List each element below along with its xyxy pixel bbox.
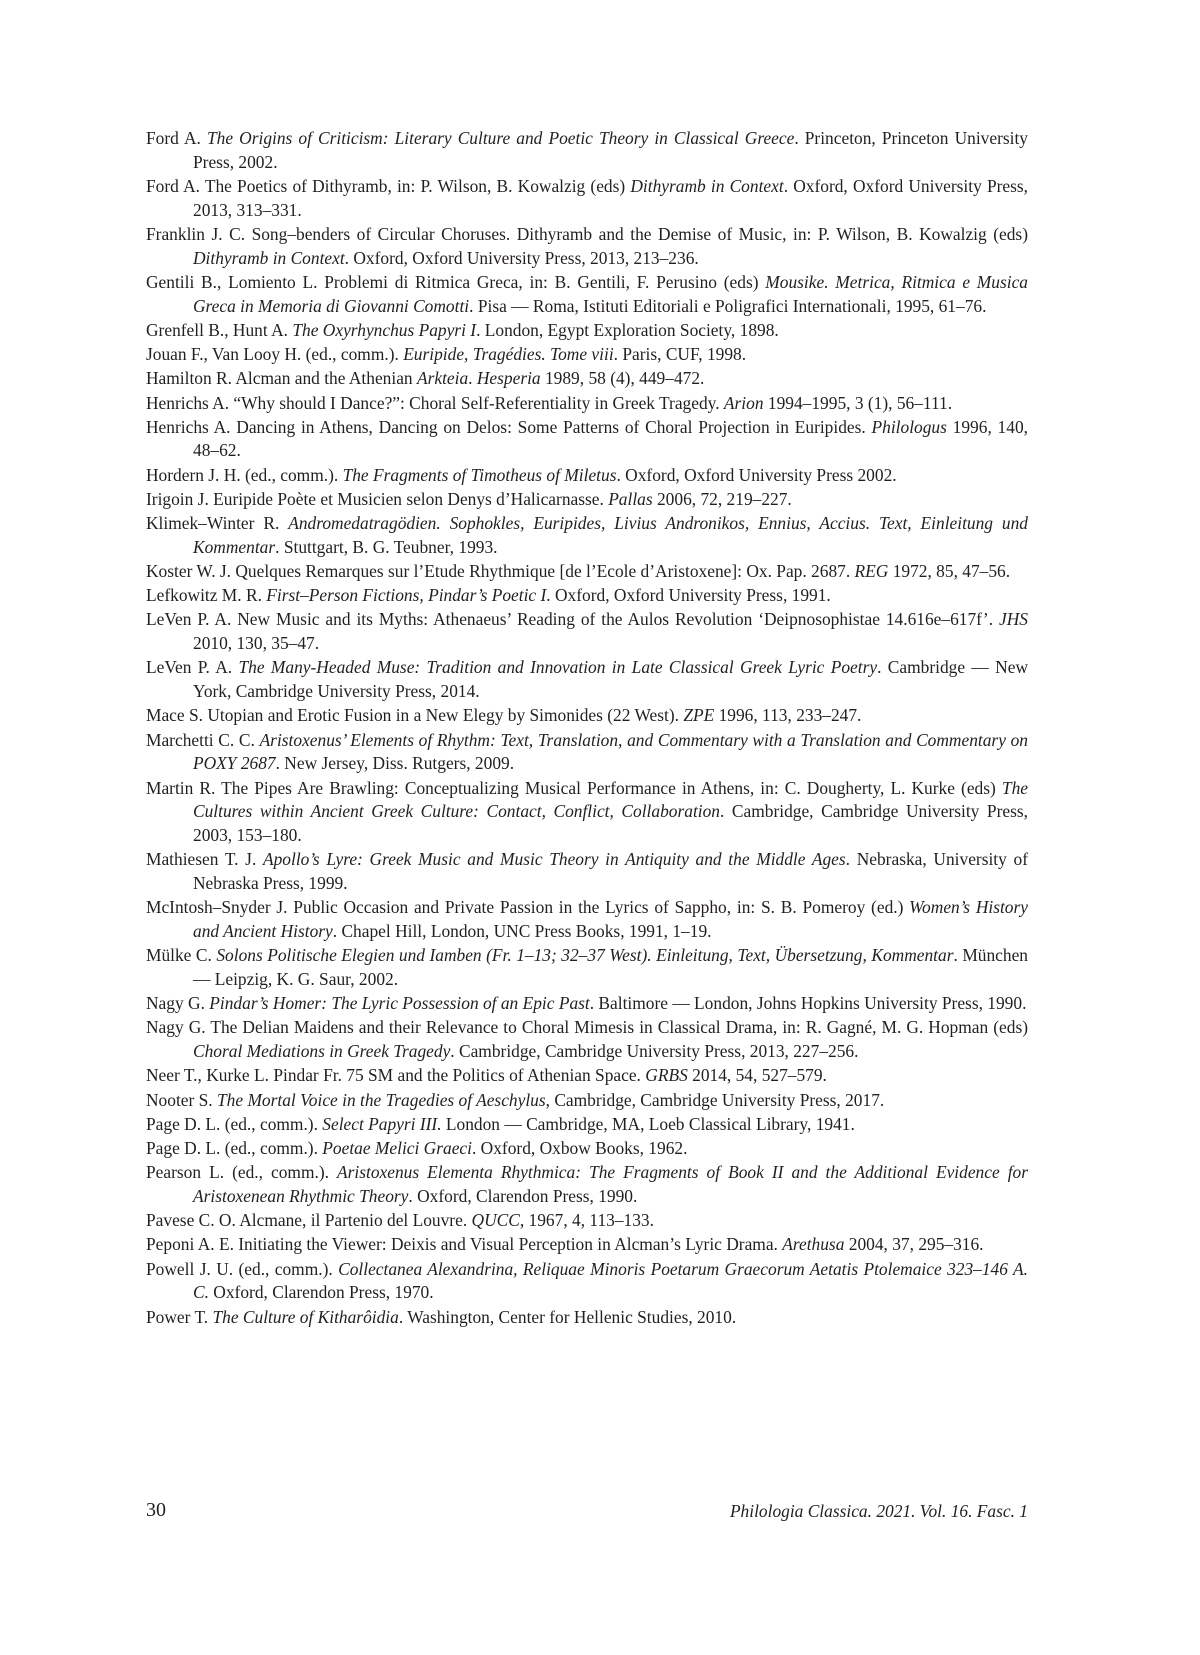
- entry-title-italic: Arkteia: [416, 368, 469, 389]
- entry-text: . Washington, Center for Hellenic Studies, 2010.: [398, 1306, 737, 1327]
- bibliography-entry: [146, 1209, 1028, 1233]
- entry-text: 1972, 85, 47–56.: [888, 561, 1011, 582]
- entry-text: . Paris, CUF, 1998.: [613, 344, 747, 365]
- entry-text: . Oxford, Oxford University Press, 2013, 313–331.: [193, 175, 1029, 220]
- entry-title-italic: The Cultures within Ancient Greek Culture: Contact, Conflict, Collaboration: [193, 777, 1028, 822]
- entry-title-italic: Arion: [723, 392, 764, 413]
- bibliography-entry: [146, 223, 1028, 271]
- entry-text: . New Jersey, Diss. Rutgers, 2009.: [275, 753, 515, 774]
- entry-text: . Stuttgart, B. G. Teubner, 1993.: [275, 536, 498, 557]
- entry-text: Pearson L. (ed., comm.).: [146, 1162, 337, 1183]
- entry-text: Lefkowitz M. R.: [146, 585, 267, 606]
- bibliography-entry: [146, 1064, 1028, 1088]
- entry-title-italic: Pallas: [608, 488, 653, 509]
- entry-text: Franklin J. C. Song–benders of Circular Choruses. Dithyramb and the Demise of Music, in: P. Wilson, B. Kowalzig (eds): [146, 223, 1028, 244]
- entry-text: . Nebraska, University of Nebraska Press, 1999.: [193, 849, 1028, 894]
- bibliography-entry: [146, 488, 1028, 512]
- entry-text: Mathiesen T. J.: [146, 849, 263, 870]
- bibliography-entry: [146, 175, 1028, 223]
- entry-text: . Oxford, Oxford University Press, 1991.: [546, 585, 831, 606]
- bibliography-entry: [146, 992, 1028, 1016]
- entry-title-italic: JHS: [999, 609, 1028, 630]
- entry-title-italic: Poetae Melici Graeci: [322, 1138, 472, 1159]
- bibliography-entry: [146, 1306, 1028, 1330]
- bibliography-entry: [146, 1137, 1028, 1161]
- bibliography-entry: [146, 392, 1028, 416]
- entry-text: Martin R. The Pipes Are Brawling: Conceptualizing Musical Performance in Athens, in: C. Dougherty, L. Kurke (eds): [146, 777, 1002, 798]
- entry-title-italic: Dithyramb in Context: [630, 175, 784, 196]
- entry-title-italic: ZPE: [683, 705, 715, 726]
- entry-text: . London, Egypt Exploration Society, 1898.: [476, 319, 779, 340]
- entry-text: Marchetti C. C.: [146, 729, 260, 750]
- entry-text: Henrichs A. Dancing in Athens, Dancing on Delos: Some Patterns of Choral Projection in Euripides.: [146, 416, 872, 437]
- entry-title-italic: Aristoxenus’ Elements of Rhythm: Text, Translation, and Commentary with a Translation and Commentary on POXY 2687: [193, 729, 1028, 774]
- bibliography-entry: [146, 464, 1028, 488]
- entry-title-italic: Hesperia: [476, 368, 541, 389]
- entry-text: Klimek–Winter R.: [146, 513, 289, 534]
- entry-text: Pavese C. O. Alcmane, il Partenio del Louvre.: [146, 1210, 472, 1231]
- bibliography-entry: [146, 1016, 1028, 1064]
- bibliography-entry: [146, 560, 1028, 584]
- bibliography-entry: [146, 367, 1028, 391]
- bibliography-entry: [146, 512, 1028, 560]
- entry-text: , Cambridge, Cambridge University Press, 2017.: [545, 1089, 885, 1110]
- entry-text: Powell J. U. (ed., comm.).: [146, 1258, 339, 1279]
- entry-title-italic: Choral Mediations in Greek Tragedy: [193, 1041, 451, 1062]
- bibliography-entry: [146, 1258, 1028, 1306]
- entry-text: Grenfell B., Hunt A.: [146, 319, 293, 340]
- entry-title-italic: The Mortal Voice in the Tragedies of Aeschylus: [217, 1089, 546, 1110]
- entry-text: Hamilton R. Alcman and the Athenian: [146, 368, 417, 389]
- entry-text: . Cambridge — New York, Cambridge University Press, 2014.: [193, 657, 1029, 702]
- entry-text: . Princeton, Princeton University Press, 2002.: [193, 128, 1028, 172]
- entry-text: Page D. L. (ed., comm.).: [146, 1113, 323, 1134]
- entry-text: Page D. L. (ed., comm.).: [146, 1138, 323, 1159]
- entry-text: LeVen P. A. New Music and its Myths: Athenaeus’ Reading of the Aulos Revolution ‘Deipnosophistae 14.616e–617f’.: [146, 609, 1000, 630]
- entry-text: 2010, 130, 35–47.: [193, 633, 320, 654]
- bibliography-entry: [146, 896, 1028, 944]
- entry-title-italic: QUCC: [471, 1210, 520, 1231]
- entry-text: . Oxford, Oxford University Press 2002.: [616, 464, 897, 485]
- entry-text: . Cambridge, Cambridge University Press, 2013, 227–256.: [450, 1041, 859, 1062]
- entry-text: Mülke C.: [146, 945, 217, 966]
- entry-title-italic: The Culture of Kitharôidia: [212, 1306, 399, 1327]
- bibliography-entry: [146, 127, 1028, 175]
- entry-text: . München — Leipzig, K. G. Saur, 2002.: [193, 945, 1028, 990]
- entry-text: Nagy G. The Delian Maidens and their Relevance to Choral Mimesis in Classical Drama, in: R. Gagné, M. G. Hopman (eds): [146, 1017, 1028, 1038]
- entry-title-italic: Collectanea Alexandrina, Reliquae Minoris Poetarum Graecorum Aetatis Ptolemaice 323–146 A. C.: [193, 1258, 1028, 1303]
- entry-text: 2006, 72, 219–227.: [652, 488, 792, 509]
- bibliography-entry: [146, 944, 1028, 992]
- bibliography-entry: [146, 729, 1028, 777]
- entry-text: . Baltimore — London, Johns Hopkins University Press, 1990.: [589, 993, 1027, 1014]
- bibliography-entry: [146, 656, 1028, 704]
- entry-title-italic: REG: [854, 561, 889, 582]
- entry-text: Neer T., Kurke L. Pindar Fr. 75 SM and the Politics of Athenian Space.: [146, 1065, 646, 1086]
- bibliography-entry: [146, 704, 1028, 728]
- entry-title-italic: First–Person Fictions, Pindar’s Poetic I: [266, 585, 547, 606]
- bibliography-entry: [146, 608, 1028, 656]
- bibliography-entry: [146, 584, 1028, 608]
- entry-text: 2004, 37, 295–316.: [844, 1234, 984, 1255]
- entry-text: Mace S. Utopian and Erotic Fusion in a New Elegy by Simonides (22 West).: [146, 705, 684, 726]
- entry-text: 1989, 58 (4), 449–472.: [540, 368, 705, 389]
- entry-text: London — Cambridge, MA, Loeb Classical Library, 1941.: [441, 1113, 855, 1134]
- entry-text: 1996, 113, 233–247.: [714, 705, 862, 726]
- entry-text: . Oxford, Oxbow Books, 1962.: [471, 1138, 688, 1159]
- entry-title-italic: Pindar’s Homer: The Lyric Possession of an Epic Past: [209, 993, 590, 1014]
- entry-title-italic: The Origins of Criticism: Literary Culture and Poetic Theory in Classical Greece: [206, 128, 795, 148]
- bibliography-entry: [146, 848, 1028, 896]
- entry-title-italic: GRBS: [645, 1065, 688, 1086]
- page-number: 30: [146, 1499, 166, 1521]
- entry-text: . Pisa — Roma, Istituti Editoriali e Poligrafici Internationali, 1995, 61–76.: [469, 295, 987, 316]
- entry-title-italic: The Many-Headed Muse: Tradition and Innovation in Late Classical Greek Lyric Poetry: [238, 657, 878, 678]
- entry-text: Power T.: [146, 1306, 213, 1327]
- entry-text: Gentili B., Lomiento L. Problemi di Ritmica Greca, in: B. Gentili, F. Perusino (eds): [146, 271, 766, 292]
- entry-title-italic: Euripide, Tragédies. Tome viii: [403, 344, 614, 365]
- bibliography-entry: [146, 777, 1028, 848]
- entry-text: Nagy G.: [146, 993, 210, 1014]
- bibliography-entry: [146, 1113, 1028, 1137]
- entry-text: Oxford, Clarendon Press, 1970.: [208, 1282, 434, 1303]
- entry-title-italic: Andromedatragödien. Sophokles, Euripides, Livius Andronikos, Ennius, Accius. Text, Einleitung und Kommentar: [193, 513, 1028, 557]
- entry-text: 1994–1995, 3 (1), 56–111.: [763, 392, 953, 413]
- entry-text: 1996, 140, 48–62.: [193, 416, 1028, 461]
- entry-title-italic: Select Papyri III.: [322, 1113, 442, 1134]
- entry-text: McIntosh–Snyder J. Public Occasion and Private Passion in the Lyrics of Sappho, in: S. B. Pomeroy (ed.): [146, 897, 910, 918]
- entry-text: . Oxford, Oxford University Press, 2013, 213–236.: [344, 247, 699, 268]
- entry-text: . Chapel Hill, London, UNC Press Books, 1991, 1–19.: [332, 921, 712, 942]
- entry-text: LeVen P. A.: [146, 657, 239, 678]
- entry-text: Nooter S.: [146, 1089, 218, 1110]
- entry-text: , 1967, 4, 113–133.: [519, 1210, 654, 1231]
- entry-text: Hordern J. H. (ed., comm.).: [146, 464, 343, 485]
- running-footer: Philologia Classica. 2021. Vol. 16. Fasc. 1: [729, 1501, 1028, 1521]
- entry-text: Jouan F., Van Looy H. (ed., comm.).: [146, 344, 404, 365]
- bibliography-entry: [146, 1089, 1028, 1113]
- bibliography-list: [146, 127, 1028, 1330]
- entry-title-italic: Mousike. Metrica, Ritmica e Musica Greca in Memoria di Giovanni Comotti: [193, 271, 1028, 316]
- entry-title-italic: Arethusa: [782, 1234, 845, 1255]
- entry-text: Irigoin J. Euripide Poète et Musicien selon Denys d’Halicarnasse.: [146, 488, 609, 509]
- entry-title-italic: The Fragments of Timotheus of Miletus: [342, 464, 617, 485]
- entry-text: 2014, 54, 527–579.: [687, 1065, 827, 1086]
- bibliography-entry: [146, 343, 1028, 367]
- entry-title-italic: Women’s History and Ancient History: [193, 897, 1028, 942]
- entry-title-italic: Dithyramb in Context: [193, 247, 345, 268]
- entry-text: . Cambridge, Cambridge University Press, 2003, 153–180.: [193, 801, 1028, 846]
- entry-title-italic: Apollo’s Lyre: Greek Music and Music Theory in Antiquity and the Middle Ages: [262, 849, 846, 870]
- entry-text: Koster W. J. Quelques Remarques sur l’Etude Rhythmique [de l’Ecole d’Aristoxene]: Ox. Pap. 2687.: [146, 561, 855, 582]
- bibliography-entry: [146, 319, 1028, 343]
- entry-text: Henrichs A. “Why should I Dance?”: Choral Self-Referentiality in Greek Tragedy.: [146, 392, 724, 413]
- bibliography-entry: [146, 416, 1028, 464]
- entry-title-italic: Aristoxenus Elementa Rhythmica: The Fragments of Book II and the Additional Evidence for Aristoxenean Rhythmic Theory: [193, 1162, 1029, 1206]
- entry-title-italic: Philologus: [871, 416, 947, 437]
- bibliography-entry: [146, 1233, 1028, 1257]
- entry-text: . Oxford, Clarendon Press, 1990.: [408, 1186, 638, 1206]
- entry-text: Ford A. The Poetics of Dithyramb, in: P. Wilson, B. Kowalzig (eds): [146, 175, 631, 196]
- entry-title-italic: Solons Politische Elegien und Iamben (Fr. 1–13; 32–37 West). Einleitung, Text, Übersetzung, Kommentar: [216, 945, 954, 966]
- bibliography-entry: [146, 1161, 1028, 1209]
- entry-title-italic: The Oxyrhynchus Papyri I: [292, 319, 477, 340]
- entry-text: Ford A.: [146, 128, 207, 148]
- entry-text: .: [468, 368, 477, 389]
- bibliography-entry: [146, 271, 1028, 319]
- entry-text: Peponi A. E. Initiating the Viewer: Deixis and Visual Perception in Alcman’s Lyric Drama.: [146, 1234, 783, 1255]
